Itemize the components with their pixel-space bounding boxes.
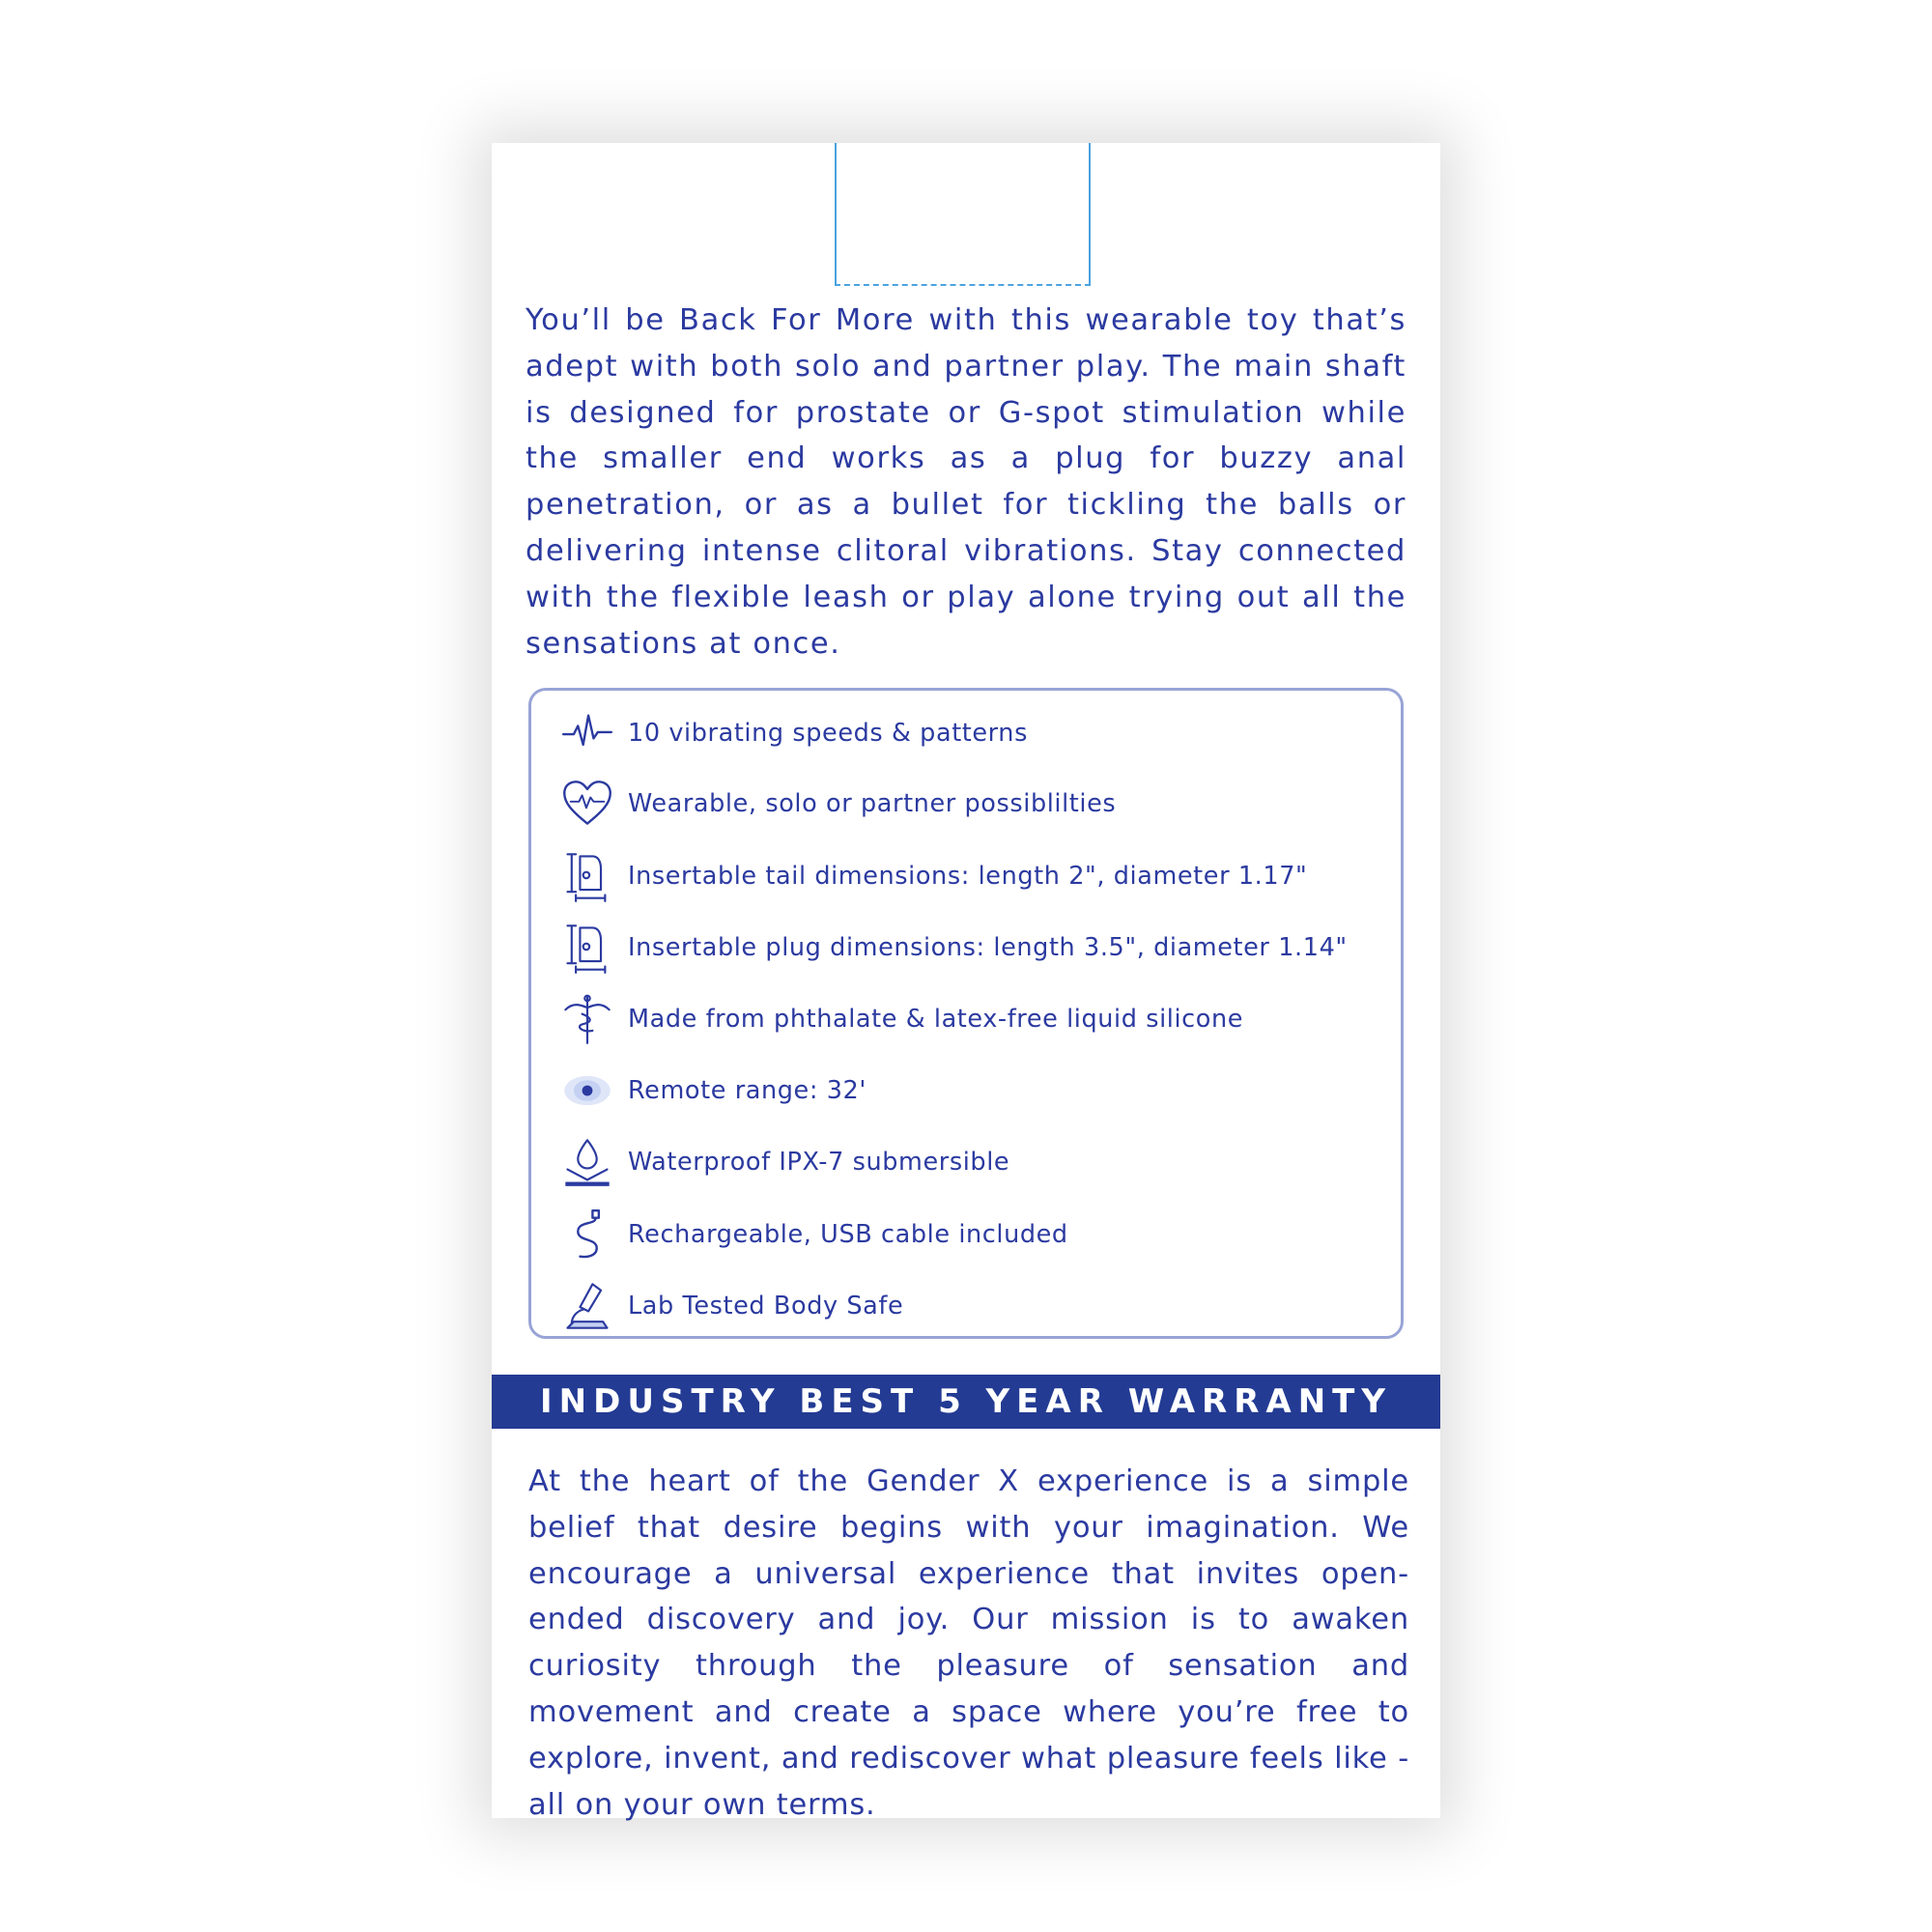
measure-icon — [560, 849, 614, 903]
mission-statement: At the heart of the Gender X experience is a simple belief that desire begins with your imagination. We encourage a universal experience that invites open-ended discovery and joy. Our mission is to awaken curiosity through the pleasure of sensation and movement and create a space where you’re free to explore, invent, and rediscover what pleasure feels like - all on your own terms. — [528, 1464, 1409, 1822]
caduceus-icon — [560, 992, 614, 1046]
feature-text: Waterproof IPX-7 submersible — [628, 1148, 1010, 1177]
warranty-banner: INDUSTRY BEST 5 YEAR WARRANTY — [492, 1375, 1440, 1429]
feature-text: Rechargeable, USB cable included — [628, 1220, 1068, 1249]
cable-icon — [560, 1208, 614, 1262]
water-drop-icon — [560, 1135, 614, 1189]
hang-tab-cutout — [835, 143, 1091, 286]
feature-item — [560, 847, 1307, 905]
pulse-wave-icon — [560, 706, 614, 760]
feature-text: Made from phthalate & latex-free liquid silicone — [628, 1005, 1244, 1034]
feature-item — [560, 1206, 1068, 1264]
microscope-icon — [560, 1279, 614, 1333]
features-box — [528, 688, 1404, 1339]
feature-item — [560, 1062, 867, 1120]
feature-item — [560, 704, 1028, 762]
heart-pulse-icon — [560, 777, 614, 831]
measure-icon — [560, 921, 614, 975]
feature-text: 10 vibrating speeds & patterns — [628, 719, 1028, 748]
feature-item — [560, 1277, 903, 1335]
feature-item — [560, 990, 1243, 1048]
feature-text: Wearable, solo or partner possiblilties — [628, 789, 1117, 818]
feature-text: Lab Tested Body Safe — [628, 1292, 904, 1321]
feature-item — [560, 1133, 1009, 1191]
signal-dot-icon — [560, 1064, 614, 1118]
feature-text: Remote range: 32' — [628, 1076, 867, 1105]
feature-text: Insertable tail dimensions: length 2", diameter 1.17" — [628, 862, 1308, 891]
feature-item — [560, 775, 1116, 833]
product-card — [492, 143, 1440, 1822]
product-description: You’ll be Back For More with this wearable toy that’s adept with both solo and partner play. The main shaft is designed for prostate or G-spot stimulation while the smaller end works as a plug for buzzy anal penetration, or as a bullet for tickling the balls or delivering intense clitoral vibrations. Stay connected with the flexible leash or play alone trying out all the sensations at once. — [526, 303, 1406, 661]
feature-text: Insertable plug dimensions: length 3.5", diameter 1.14" — [628, 933, 1348, 962]
feature-item — [560, 919, 1348, 977]
